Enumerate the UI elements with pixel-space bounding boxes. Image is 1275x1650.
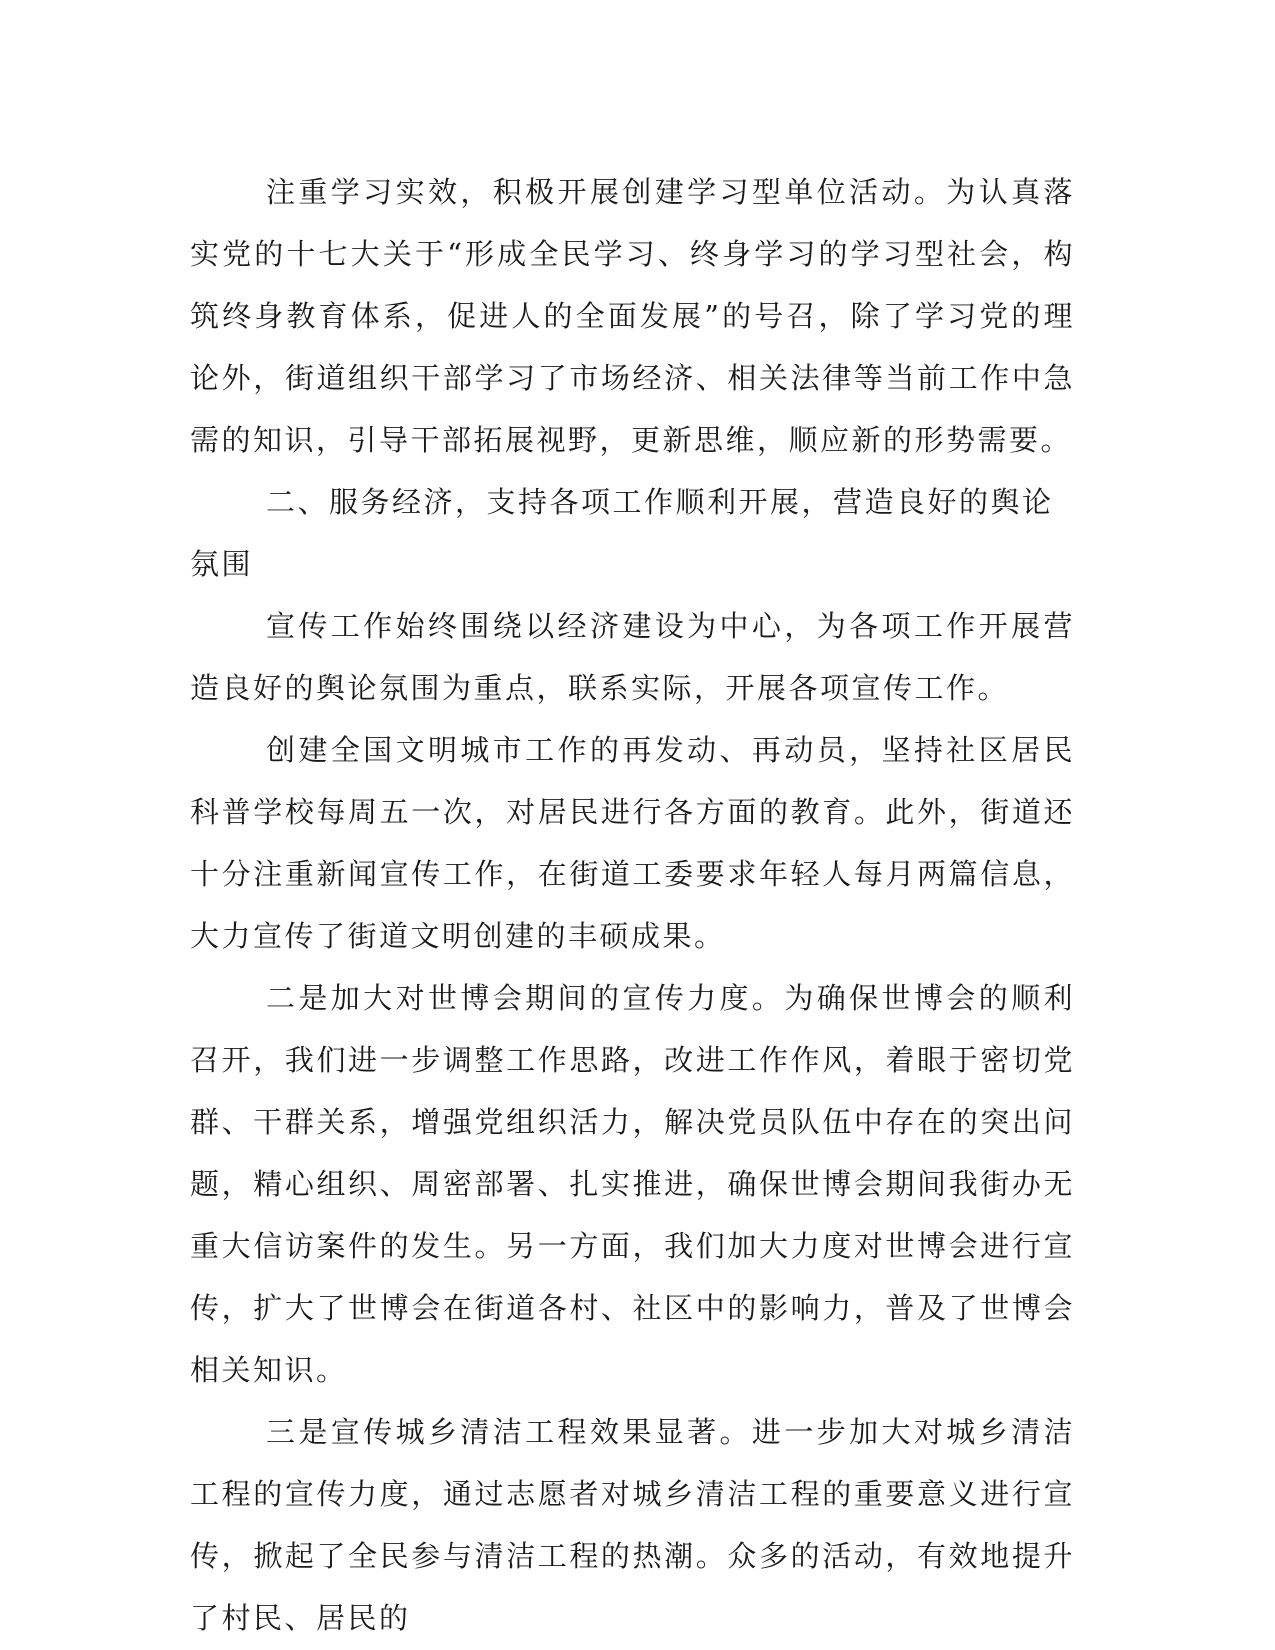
paragraph-propaganda-focus: 宣传工作始终围绕以经济建设为中心，为各项工作开展营造良好的舆论氛围为重点，联系实际，开展各项宣传工作。 xyxy=(190,609,1075,705)
paragraph-civilized-city: 创建全国文明城市工作的再发动、再动员，坚持社区居民科普学校每周五一次，对居民进行各方面的教育。此外，街道还十分注重新闻宣传工作，在街道工委要求年轻人每月两篇信息，大力宣传了街道文明创建的丰硕成果。 xyxy=(190,733,1075,953)
paragraph-expo-publicity: 二是加大对世博会期间的宣传力度。为确保世博会的顺利召开，我们进一步调整工作思路，改进工作作风，着眼于密切党群、干群关系，增强党组织活力，解决党员队伍中存在的突出问题，精心组织、周密部署、扎实推进，确保世博会期间我街办无重大信访案件的发生。另一方面，我们加大力度对世博会进行宣传，扩大了世博会在街道各村、社区中的影响力，普及了世博会相关知识。 xyxy=(190,981,1075,1387)
section-heading-service-economy: 二、服务经济，支持各项工作顺利开展，营造良好的舆论氛围 xyxy=(190,485,1054,581)
paragraph-learning: 注重学习实效，积极开展创建学习型单位活动。为认真落实党的十七大关于“形成全民学习、终身学习的学习型社会，构筑终身教育体系，促进人的全面发展”的号召，除了学习党的理论外，街道组织干部学习了市场经济、相关法律等当前工作中急需的知识，引导干部拓展视野，更新思维，顺应新的形势需要。 xyxy=(190,175,1075,457)
document-body xyxy=(190,161,1075,1649)
paragraph-clean-project: 三是宣传城乡清洁工程效果显著。进一步加大对城乡清洁工程的宣传力度，通过志愿者对城乡清洁工程的重要意义进行宣传，掀起了全民参与清洁工程的热潮。众多的活动，有效地提升了村民、居民的 xyxy=(190,1415,1075,1635)
